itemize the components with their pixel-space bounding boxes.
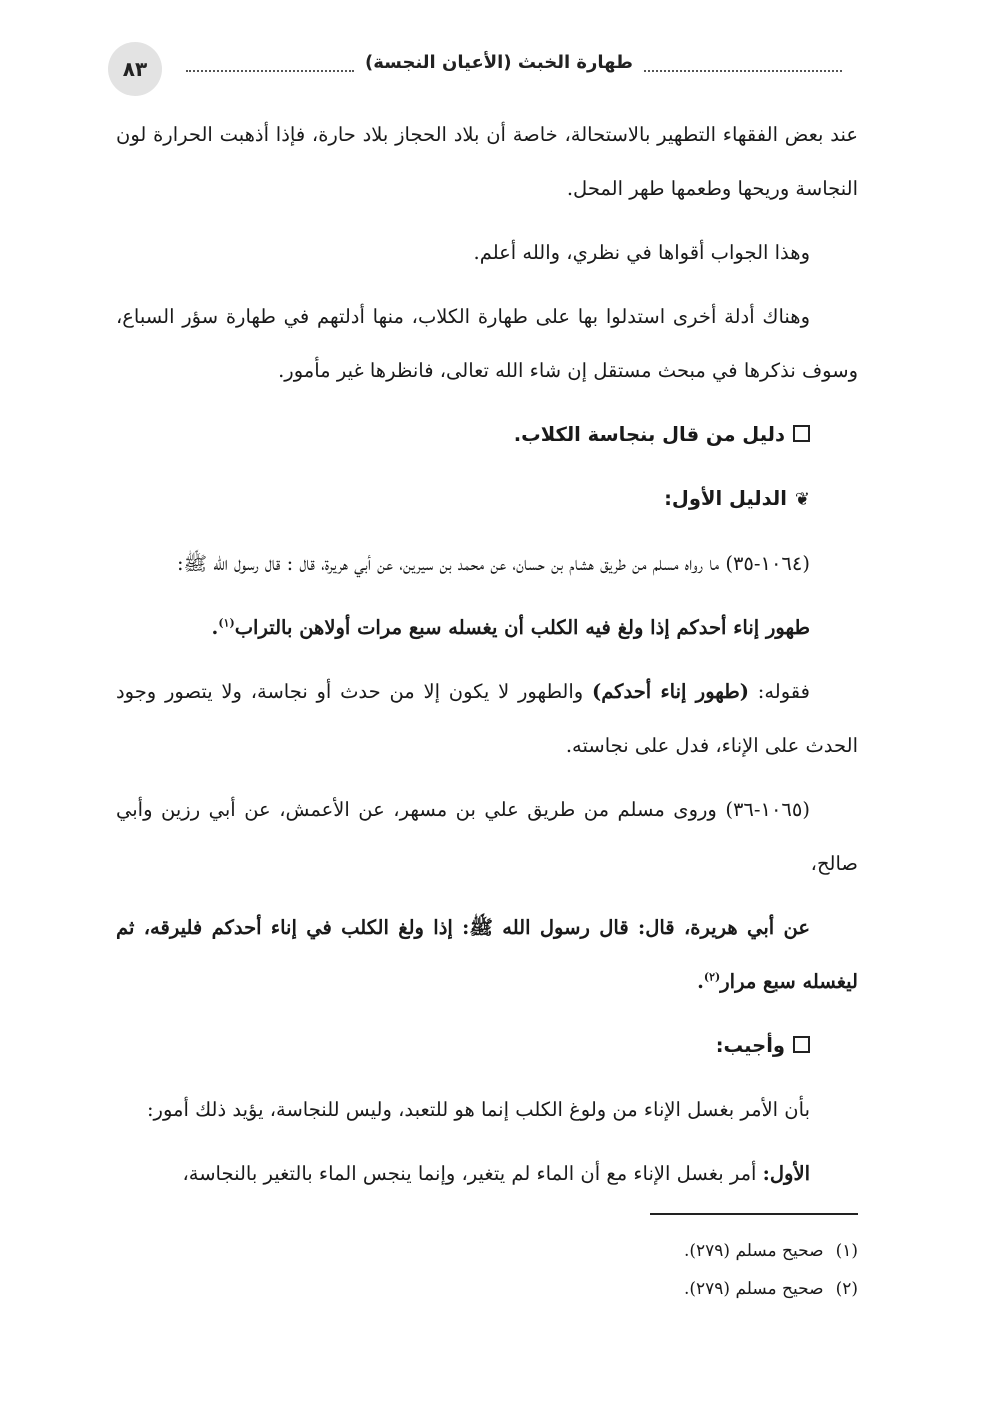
hadith-1-end: . bbox=[211, 616, 219, 639]
hadith-2 bbox=[116, 901, 858, 1009]
footnote-2 bbox=[440, 1270, 858, 1308]
footnote-1-number: (١) bbox=[835, 1241, 858, 1261]
paragraph-5-start: فقوله: bbox=[749, 680, 810, 703]
paragraph-5 bbox=[116, 665, 858, 773]
header-dotted-leader-left bbox=[186, 70, 354, 72]
hadith-2-end: . bbox=[697, 970, 704, 993]
footnote-2-text: صحيح مسلم (٢٧٩). bbox=[683, 1279, 824, 1299]
section-heading-3-text: وأجيب: bbox=[715, 1034, 785, 1057]
hadith-2-text: عن أبي هريرة، قال: قال رسول الله ﷺ: إذا ولغ الكلب في إناء أحدكم فليرقه، ثم ليغسله سبع مرار bbox=[116, 916, 858, 993]
footnote-1 bbox=[440, 1232, 858, 1270]
page-number: ٨٣ bbox=[108, 42, 162, 96]
footnotes bbox=[440, 1232, 858, 1308]
footnote-1-text: صحيح مسلم (٢٧٩). bbox=[683, 1241, 824, 1261]
paragraph-7: بأن الأمر بغسل الإناء من ولوغ الكلب إنما هو للتعبد، وليس للنجاسة، يؤيد ذلك أمور: bbox=[146, 1098, 810, 1121]
section-heading-2 bbox=[116, 472, 858, 527]
leaf-bullet-icon: ❦ bbox=[794, 489, 810, 510]
section-heading-2-text: الدليل الأول: bbox=[664, 487, 787, 510]
header-dotted-leader-right bbox=[644, 70, 842, 72]
section-heading-3 bbox=[116, 1019, 858, 1073]
footnote-2-number: (٢) bbox=[835, 1279, 858, 1299]
section-heading-1-text: دليل من قال بنجاسة الكلاب. bbox=[513, 423, 785, 446]
paragraph-4: (١٠٦٤-٣٥) ما رواه مسلم من طريق هشام بن حسان، عن محمد بن سيرين، عن أبي هريرة، قال : قال رسول الله ﷺ: bbox=[176, 552, 810, 575]
footnote-ref-1[interactable]: (١) bbox=[218, 616, 235, 630]
paragraph-5-rest: والطهور لا يكون إلا من حدث أو نجاسة، ولا يتصور وجود الحدث على الإناء، فدل على نجاسته. bbox=[116, 680, 858, 757]
paragraph-8-label: الأول: bbox=[762, 1162, 810, 1185]
hadith-1-text: طهور إناء أحدكم إذا ولغ فيه الكلب أن يغسله سبع مرات أولاهن بالتراب bbox=[234, 616, 810, 639]
main-text bbox=[116, 108, 858, 1211]
paragraph-2: وهذا الجواب أقواها في نظري، والله أعلم. bbox=[473, 241, 810, 264]
hadith-1 bbox=[116, 601, 858, 655]
paragraph-8-rest: أمر بغسل الإناء مع أن الماء لم يتغير، وإنما ينجس الماء بالتغير بالنجاسة، bbox=[182, 1162, 763, 1185]
square-bullet-icon bbox=[793, 425, 810, 442]
paragraph-3: وهناك أدلة أخرى استدلوا بها على طهارة الكلاب، منها أدلتهم في طهارة سؤر السباع، وسوف نذكرها في مبحث مستقل إن شاء الله تعالى، فانظرها غير مأمور. bbox=[116, 305, 858, 382]
footnote-separator bbox=[650, 1213, 858, 1215]
square-bullet-icon bbox=[793, 1036, 810, 1053]
paragraph-8 bbox=[116, 1147, 858, 1201]
footnote-ref-2[interactable]: (٢) bbox=[703, 970, 721, 984]
paragraph-6: (١٠٦٥-٣٦) وروى مسلم من طريق علي بن مسهر، عن الأعمش، عن أبي رزين وأبي صالح، bbox=[116, 798, 858, 875]
paragraph-5-quote: (طهور إناء أحدكم) bbox=[591, 680, 750, 703]
running-title: طهارة الخبث (الأعيان النجسة) bbox=[365, 52, 633, 73]
section-heading-1 bbox=[116, 408, 858, 462]
paragraph-1: عند بعض الفقهاء التطهير بالاستحالة، خاصة أن بلاد الحجاز بلاد حارة، فإذا أذهبت الحرارة لون النجاسة وريحها وطعمها طهر المحل. bbox=[116, 123, 858, 200]
